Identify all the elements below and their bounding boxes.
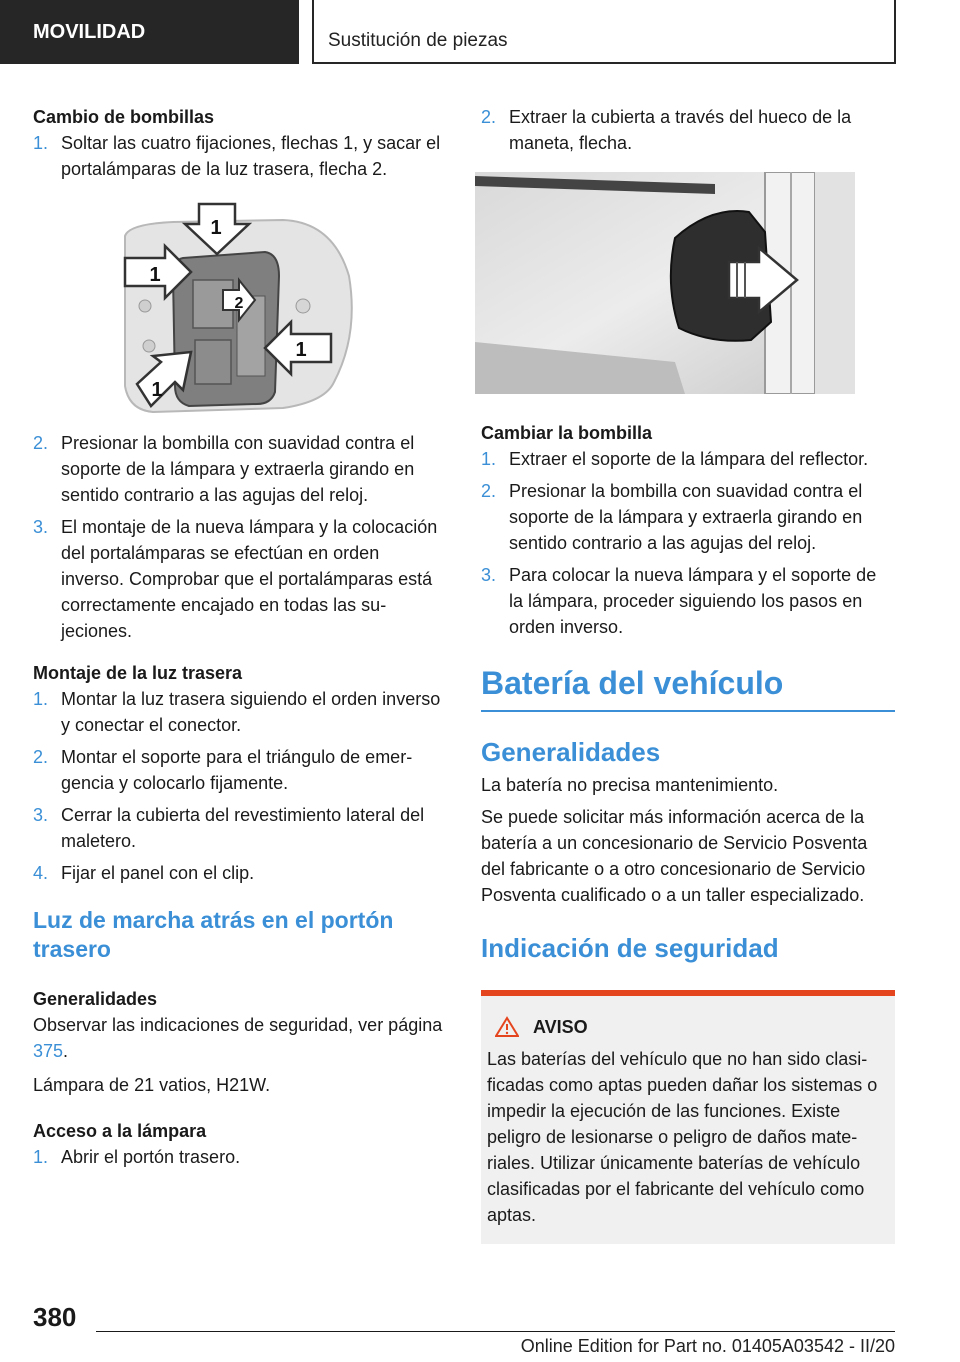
step-number: 2. xyxy=(481,107,497,127)
footer-rule xyxy=(96,1331,895,1332)
step-number: 1. xyxy=(33,1147,49,1167)
step-number: 2. xyxy=(33,747,49,767)
seguridad-heading: Indicación de seguridad xyxy=(481,933,779,963)
warning-triangle-icon xyxy=(495,1016,519,1038)
list-item xyxy=(481,478,895,556)
fig1-label-center: 2 xyxy=(234,295,244,312)
warning-text: Las baterías del vehículo que no han sido clasificadas como aptas pueden dañar los sistemas o impedir la ejecución de las funciones. Existe peligro de lesionarse o peligro de daños materiales. Utilizar únicamente baterías de vehículo clasificadas por el fabricante del vehículo como aptas. xyxy=(487,1049,878,1225)
tailgate-cover-figure xyxy=(475,172,855,394)
step-text: Montar la luz trasera siguiendo el orden inverso y conectar el conector. xyxy=(61,689,441,735)
step-number: 2. xyxy=(33,433,49,453)
step-text: Extraer el soporte de la lámpara del reflector. xyxy=(509,449,869,469)
list-item xyxy=(33,1144,447,1170)
list-item xyxy=(33,802,447,854)
step-text: Para colocar la nueva lámpara y el soporte de la lámpara, proceder siguiendo los pasos en orden inverso. xyxy=(509,565,877,637)
section-tab: MOVILIDAD xyxy=(0,0,299,64)
acceso-steps xyxy=(33,1144,447,1170)
montaje-title: Montaje de la luz trasera xyxy=(33,663,243,683)
step-text: Soltar las cuatro fijaciones, flechas 1, y sacar el portalámparas de la luz trasera, flecha 2. xyxy=(61,133,441,179)
generalidades-subtitle: Generalidades xyxy=(33,989,158,1009)
step-text: Extraer la cubierta a través del hueco de la maneta, flecha. xyxy=(509,107,852,153)
warning-title-row xyxy=(487,1014,885,1040)
luz-marcha-atras-heading: Luz de marcha atrás en el portón trasero xyxy=(33,907,394,962)
list-item xyxy=(33,686,447,738)
generalidades-text: Observar las indicaciones de seguridad, ver página 375. xyxy=(33,1015,443,1061)
montaje-steps xyxy=(33,686,447,886)
step-number: 2. xyxy=(481,481,497,501)
generalidades-heading: Generalidades xyxy=(481,737,661,767)
bateria-heading: Batería del vehículo xyxy=(481,664,895,712)
step-text: Presionar la bombilla con suavidad contra el soporte de la lámpara y extraerla girando en sentido contrario a las agujas del reloj. xyxy=(61,433,415,505)
list-item xyxy=(481,446,895,472)
fig1-label-right: 1 xyxy=(295,339,307,361)
step-number: 3. xyxy=(33,805,49,825)
edition-footer: Online Edition for Part no. 01405A03542 - II/20 xyxy=(520,1336,895,1356)
cambiar-steps xyxy=(481,446,895,640)
step-number: 1. xyxy=(33,689,49,709)
step-number: 4. xyxy=(33,863,49,883)
cambio-steps-a xyxy=(33,130,447,182)
page-link[interactable]: 375 xyxy=(33,1041,64,1061)
chapter-tab: Sustitución de piezas xyxy=(312,0,896,64)
step-text: Montar el soporte para el triángulo de emergencia y colocarlo fijamente. xyxy=(61,747,413,793)
list-item xyxy=(33,744,447,796)
acceso-title: Acceso a la lámpara xyxy=(33,1121,207,1141)
list-item xyxy=(33,860,447,886)
fig1-label-top: 1 xyxy=(210,217,222,239)
tail-light-figure xyxy=(33,196,447,418)
right-column xyxy=(481,104,895,1244)
step-text: Fijar el panel con el clip. xyxy=(61,863,255,883)
list-item xyxy=(481,562,895,640)
step-text: El montaje de la nueva lámpara y la colocación del portalámparas se efectúan en orden inverso. Comprobar que el portalámparas está correctamente encajado en todas las sujeciones. xyxy=(61,517,438,641)
list-item xyxy=(481,104,895,156)
extraer-steps xyxy=(481,104,895,156)
step-number: 1. xyxy=(33,133,49,153)
list-item xyxy=(33,130,447,182)
cambiar-title: Cambiar la bombilla xyxy=(481,423,653,443)
bateria-p2: Se puede solicitar más información acerca de la batería a un concesionario de Servicio Posventa del fabricante o a otro concesionario de Servicio Posventa cualificado o a un taller especializado. xyxy=(481,807,868,905)
bateria-p1: La batería no precisa mantenimiento. xyxy=(481,775,779,795)
step-number: 3. xyxy=(481,565,497,585)
step-number: 3. xyxy=(33,517,49,537)
fig1-label-bottom: 1 xyxy=(151,379,163,401)
fig1-label-left: 1 xyxy=(149,264,161,286)
left-column xyxy=(33,104,447,1176)
step-number: 1. xyxy=(481,449,497,469)
lamp-spec: Lámpara de 21 vatios, H21W. xyxy=(33,1075,271,1095)
step-text: Presionar la bombilla con suavidad contra el soporte de la lámpara y extraerla girando en sentido contrario a las agujas del reloj. xyxy=(509,481,863,553)
warning-title: AVISO xyxy=(533,1017,588,1037)
warning-box xyxy=(481,990,895,1244)
cambio-steps-b xyxy=(33,430,447,644)
cambio-title: Cambio de bombillas xyxy=(33,107,215,127)
list-item xyxy=(33,430,447,508)
step-text: Cerrar la cubierta del revestimiento lateral del maletero. xyxy=(61,805,425,851)
page-number: 380 xyxy=(33,1302,77,1332)
list-item xyxy=(33,514,447,644)
step-text: Abrir el portón trasero. xyxy=(61,1147,241,1167)
